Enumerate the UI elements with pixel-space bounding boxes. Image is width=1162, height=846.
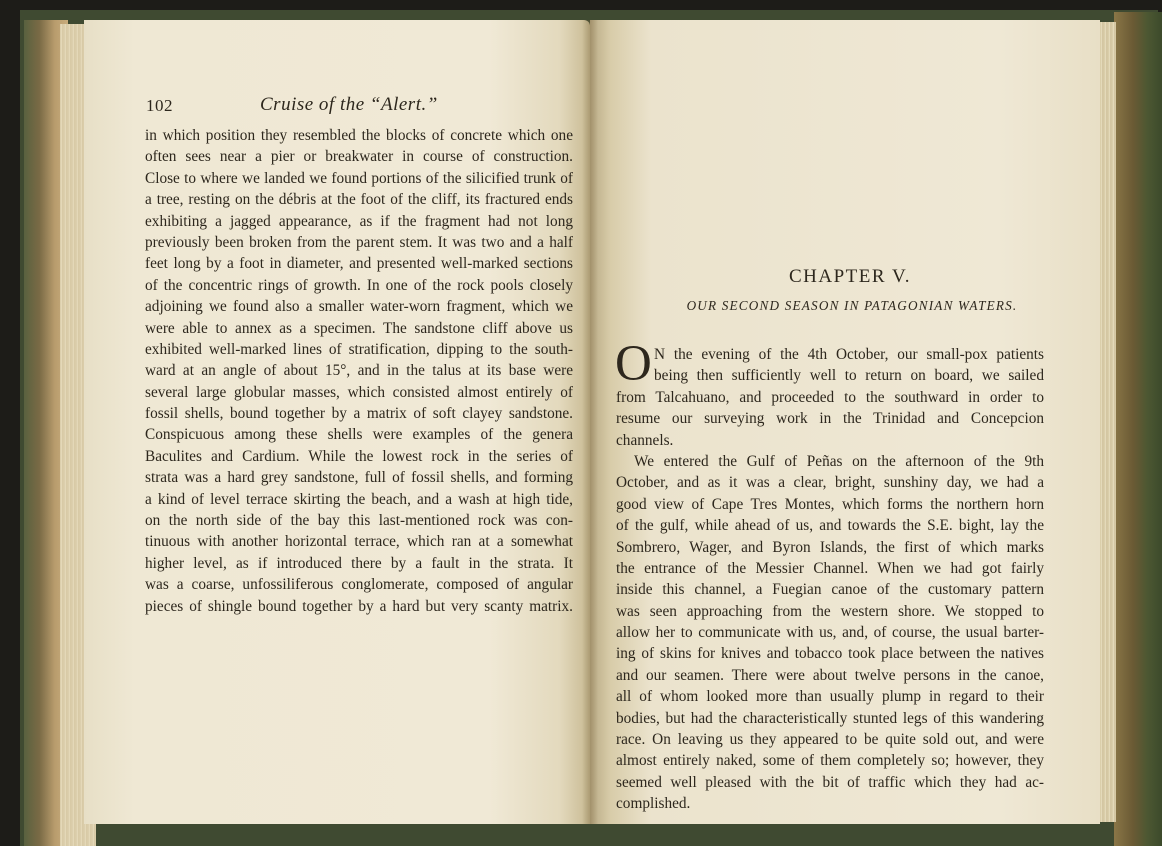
text-line: and our seamen. There were about twelve persons in the canoe, [616,666,1044,684]
text-line: adjoining we found also a smaller water-worn fragment, which we [145,298,573,316]
page-number: 102 [146,96,173,115]
text-line: Conspicuous among these shells were examples of the genera [145,426,573,444]
text-line: channels. [616,431,674,449]
text-line: was a coarse, unfossiliferous conglomerate, composed of angular [145,576,573,594]
chapter-heading: CHAPTER V. [789,266,911,287]
text-line: complished. [616,795,691,813]
text-line: Close to where we landed we found portions of the silicified trunk of [145,169,573,187]
text-line: We entered the Gulf of Peñas on the afternoon of the 9th [634,452,1044,470]
text-line: feet long by a foot in diameter, and presented well-marked sections [145,255,573,273]
text-line: inside this channel, a Fuegian canoe of the customary pattern [616,581,1044,599]
text-line: often sees near a pier or breakwater in course of construction. [145,148,573,166]
drop-cap: O [615,336,652,392]
text-line: in which position they resembled the blocks of concrete which one [145,127,573,144]
text-line: bodies, but had the characteristically stunted legs of this wandering [616,709,1044,727]
text-line: from Talcahuano, and proceeded to the southward in order to [616,388,1044,406]
book-gutter [582,20,598,824]
text-line: of the gulf, while ahead of us, and towards the S.E. bight, lay the [616,517,1044,535]
chapter-subtitle: OUR SECOND SEASON IN PATAGONIAN WATERS. [686,298,1018,313]
text-line: a tree, resting on the débris at the foot of the cliff, its fractured ends [145,191,573,209]
text-line: good view of Cape Tres Montes, which forms the northern horn [616,495,1044,513]
text-line: exhibited well-marked lines of stratification, dipping to the south- [145,340,573,358]
book-cover-right [1114,12,1162,846]
left-page-body [145,125,573,617]
text-line: strata was a hard grey sandstone, full of fossil shells, and forming [145,469,573,487]
text-line: tinuous with another horizontal terrace, which ran at a somewhat [145,533,573,551]
text-line: exhibiting a jagged appearance, as if the fragment had not long [145,212,573,230]
text-line: being then sufficiently well to return on board, we sailed [654,367,1044,385]
text-line: seemed well pleased with the bit of traffic which they had ac- [616,773,1044,791]
text-line: were able to annex as a specimen. The sandstone cliff above us [145,319,573,337]
text-line: pieces of shingle bound together by a hard but very scanty matrix. [145,597,573,615]
running-head [146,96,566,118]
running-title: Cruise of the “Alert.” [260,94,438,115]
text-line: ing of skins for knives and tobacco took place between the natives [616,645,1044,663]
text-line: a kind of level terrace skirting the beach, and a wash at high tide, [145,490,573,508]
text-line: higher level, as if introduced there by a fault in the strata. It [145,554,573,572]
text-line: was seen approaching from the western shore. We stopped to [616,602,1044,620]
text-line: several large globular masses, which consisted almost entirely of [145,383,573,401]
text-line: ward at an angle of about 15°, and in the talus at its base were [145,362,573,380]
text-line: Baculites and Cardium. While the lowest rock in the series of [145,447,573,465]
text-line: of the concentric rings of growth. In one of the rock pools closely [145,276,573,294]
text-line: all of whom looked more than usually plump in regard to their [616,688,1044,706]
text-line: almost entirely naked, some of them completely so; however, they [616,752,1044,770]
text-line: fossil shells, bound together by a matrix of soft clayey sandstone. [145,405,573,423]
text-line: race. On leaving us they appeared to be quite sold out, and were [616,731,1044,749]
text-line: previously been broken from the parent stem. It was two and a half [145,233,573,251]
text-line: on the north side of the bay this last-mentioned rock was con- [145,512,573,530]
text-line: the entrance of the Messier Channel. When we had got fairly [616,559,1044,577]
text-line: Sombrero, Wager, and Byron Islands, the first of which marks [616,538,1044,556]
text-line: N the evening of the 4th October, our small-pox patients [654,346,1044,363]
text-line: allow her to communicate with us, and, of course, the usual barter- [616,624,1044,642]
right-page-body [616,344,1044,815]
text-line: resume our surveying work in the Trinidad and Concepcion [616,410,1044,428]
text-line: October, and as it was a clear, bright, sunshiny day, we had a [616,474,1044,492]
